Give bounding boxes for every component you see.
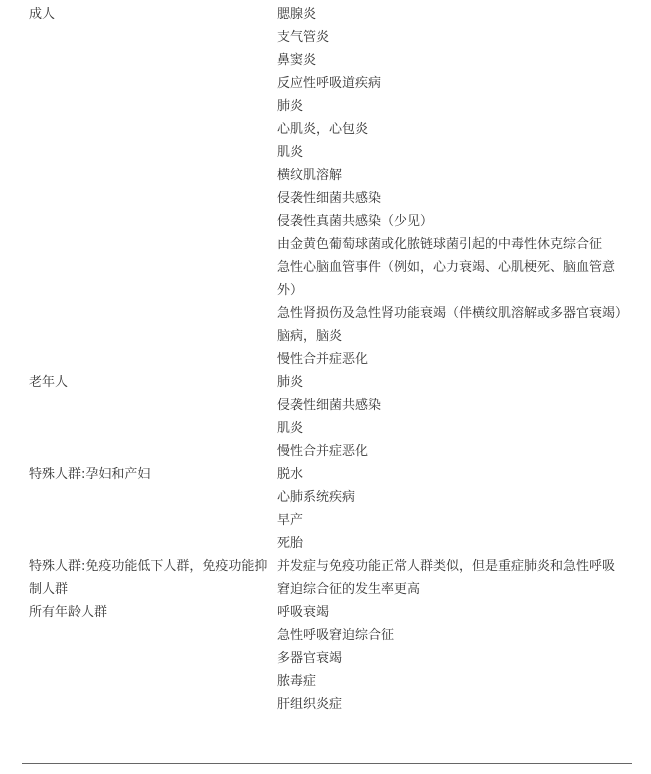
table-row <box>22 0 632 371</box>
table-row <box>22 601 632 716</box>
list-item: 肺炎 <box>277 99 304 114</box>
list-item: 死胎 <box>277 536 304 551</box>
population-cell: 老年人 <box>29 375 69 390</box>
list-item: 慢性合并症恶化 <box>277 444 369 459</box>
list-item: 急性呼吸窘迫综合征 <box>277 628 395 643</box>
list-item: 腮腺炎 <box>277 7 317 22</box>
list-item: 早产 <box>277 513 304 528</box>
table-row <box>22 555 632 601</box>
list-item: 侵袭性细菌共感染 <box>277 398 382 413</box>
list-item: 肝组织炎症 <box>277 697 343 712</box>
list-item: 脱水 <box>277 467 304 482</box>
complications-cell <box>277 463 632 555</box>
list-item: 鼻窦炎 <box>277 53 317 68</box>
list-item: 急性心脑血管事件（例如，心力衰竭、心肌梗死、脑血管意外） <box>277 260 616 298</box>
population-cell: 成人 <box>29 7 56 22</box>
list-item: 呼吸衰竭 <box>277 605 330 620</box>
list-item: 肌炎 <box>277 421 304 436</box>
complications-cell <box>277 371 632 463</box>
table-row <box>22 371 632 463</box>
list-item: 并发症与免疫功能正常人群类似，但是重症肺炎和急性呼吸窘迫综合征的发生率更高 <box>277 559 616 597</box>
table-row <box>22 463 632 555</box>
complications-cell <box>277 555 632 601</box>
list-item: 肌炎 <box>277 145 304 160</box>
population-cell: 所有年龄人群 <box>29 605 108 620</box>
list-item: 肺炎 <box>277 375 304 390</box>
list-item: 脓毒症 <box>277 674 317 689</box>
list-item: 支气管炎 <box>277 30 330 45</box>
list-item: 反应性呼吸道疾病 <box>277 76 382 91</box>
population-cell: 特殊人群:免疫功能低下人群，免疫功能抑制人群 <box>29 559 268 597</box>
complications-cell <box>277 601 632 716</box>
list-item: 横纹肌溶解 <box>277 168 343 183</box>
population-cell: 特殊人群:孕妇和产妇 <box>29 467 151 482</box>
list-item: 急性肾损伤及急性肾功能衰竭（伴横纹肌溶解或多器官衰竭） <box>277 306 629 321</box>
list-item: 心肌炎，心包炎 <box>277 122 369 137</box>
list-item: 由金黄色葡萄球菌或化脓链球菌引起的中毒性休克综合征 <box>277 237 603 252</box>
list-item: 慢性合并症恶化 <box>277 352 369 367</box>
list-item: 心肺系统疾病 <box>277 490 356 505</box>
list-item: 侵袭性真菌共感染（少见） <box>277 214 434 229</box>
complications-table <box>22 0 632 764</box>
list-item: 多器官衰竭 <box>277 651 343 666</box>
list-item: 脑病，脑炎 <box>277 329 343 344</box>
complications-cell <box>277 0 632 371</box>
list-item: 侵袭性细菌共感染 <box>277 191 382 206</box>
